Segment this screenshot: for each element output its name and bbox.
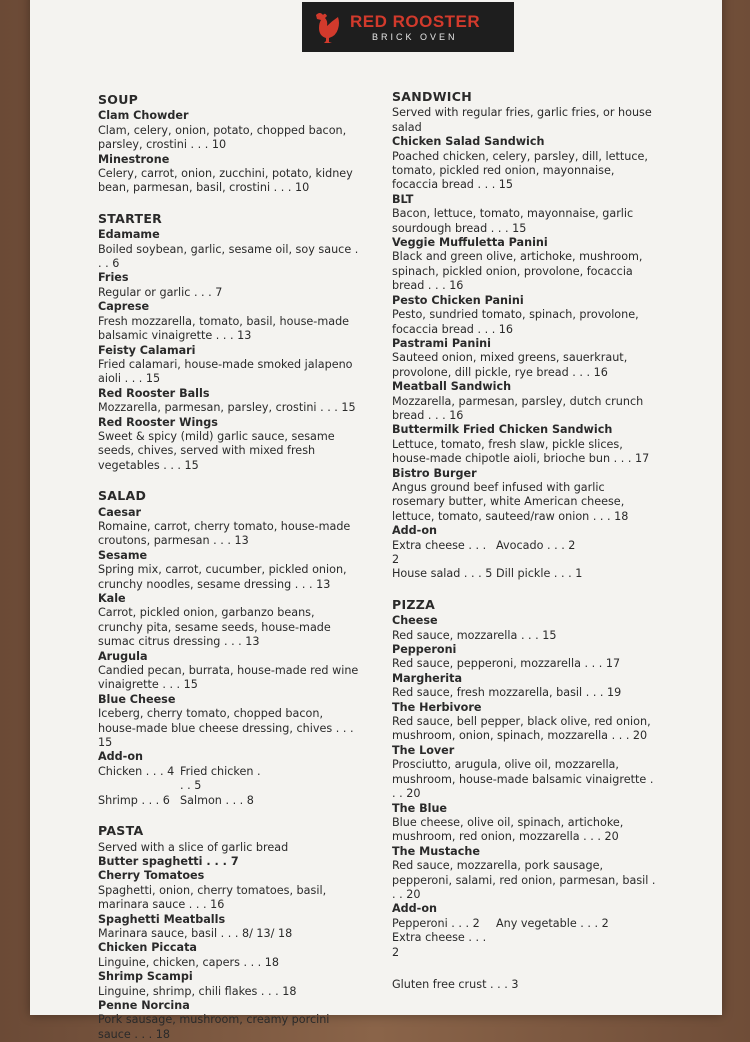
menu-item-name: Feisty Calamari bbox=[98, 343, 196, 357]
menu-item-desc: Romaine, carrot, cherry tomato, house-made croutons, parmesan . . . 13 bbox=[98, 519, 351, 548]
section-intro: Served with a slice of garlic bread bbox=[98, 840, 289, 854]
menu-item-desc: Clam, celery, onion, potato, chopped bacon, parsley, crostini . . . 10 bbox=[98, 123, 347, 152]
menu-item-desc: Linguine, chicken, capers . . . 18 bbox=[98, 955, 280, 969]
menu-item-name: Penne Norcina bbox=[98, 998, 190, 1012]
spacer bbox=[392, 960, 657, 978]
menu-item-name: Arugula bbox=[98, 649, 148, 663]
section-title: SALAD bbox=[98, 488, 147, 504]
menu-item-name: BLT bbox=[392, 192, 414, 206]
menu-item-name: The Lover bbox=[392, 743, 455, 757]
menu-item-name: Pastrami Panini bbox=[392, 336, 491, 350]
menu-item-name: Veggie Muffuletta Panini bbox=[392, 236, 548, 250]
addon-option: Any vegetable . . . 2 bbox=[496, 916, 609, 930]
menu-item-name: Cheese bbox=[392, 614, 438, 628]
brand-logo bbox=[302, 2, 514, 52]
menu-item-desc: Regular or garlic . . . 7 bbox=[98, 285, 223, 299]
menu-item-name: Clam Chowder bbox=[98, 109, 189, 123]
section-title: SANDWICH bbox=[392, 89, 472, 104]
menu-item-desc: Sweet & spicy (mild) garlic sauce, sesame seeds, chives, served with mixed fresh vegetables . . . 15 bbox=[98, 429, 335, 472]
menu-item-desc: Candied pecan, burrata, house-made red wine vinaigrette . . . 15 bbox=[98, 664, 359, 692]
menu-item-desc: Fried calamari, house-made smoked jalapeno aioli . . . 15 bbox=[98, 357, 353, 386]
menu-item-desc: Pork sausage, mushroom, creamy porcini sauce . . . 18 bbox=[98, 1013, 330, 1041]
menu-item-desc: Pesto, sundried tomato, spinach, provolone, focaccia bread . . . 16 bbox=[392, 308, 639, 336]
section-title: STARTER bbox=[98, 210, 163, 226]
addon-row bbox=[392, 917, 657, 931]
menu-item-name: Chicken Salad Sandwich bbox=[392, 135, 545, 149]
menu-item-desc: Linguine, shrimp, chili flakes . . . 18 bbox=[98, 984, 297, 998]
menu-item-desc: Red sauce, mozzarella . . . 15 bbox=[392, 628, 557, 642]
menu-item-name: Spaghetti Meatballs bbox=[98, 912, 226, 926]
section-title: SOUP bbox=[98, 92, 139, 107]
addon-option: Extra cheese . . . 2 bbox=[392, 931, 487, 959]
menu-item-desc: Angus ground beef infused with garlic rosemary butter, white American cheese, lettuce, tomato, sauteed/raw onion . . . 18 bbox=[392, 480, 629, 523]
section-title: PASTA bbox=[98, 823, 144, 839]
menu-item-desc: Red sauce, pepperoni, mozzarella . . . 17 bbox=[392, 657, 621, 671]
menu-item-name: Red Rooster Wings bbox=[98, 415, 218, 429]
rooster-icon bbox=[310, 9, 346, 45]
menu-item-name: Kale bbox=[98, 592, 126, 605]
brand-sub: BRICK OVEN bbox=[372, 31, 458, 42]
menu-item-name: Minestrone bbox=[98, 152, 170, 166]
section-title: PIZZA bbox=[392, 596, 436, 612]
menu-item-name: Cherry Tomatoes bbox=[98, 869, 205, 883]
menu-item-desc: Spaghetti, onion, cherry tomatoes, basil, marinara sauce . . . 16 bbox=[98, 883, 327, 912]
menu-item-desc: Red sauce, fresh mozzarella, basil . . . 19 bbox=[392, 686, 622, 700]
menu-item-desc: Celery, carrot, onion, zucchini, potato, kidney bean, parmesan, basil, crostini . . . 10 bbox=[98, 167, 353, 195]
addon-option: Pepperoni . . . 2 bbox=[392, 916, 480, 930]
menu-column-left bbox=[98, 93, 360, 1042]
menu-item-desc: Sauteed onion, mixed greens, sauerkraut, provolone, dill pickle, rye bread . . . 16 bbox=[392, 351, 628, 379]
menu-item-desc: Black and green olive, artichoke, mushroom, spinach, pickled onion, provolone, focaccia bread . . . 16 bbox=[392, 250, 643, 293]
menu-item-name: The Mustache bbox=[392, 844, 480, 858]
addon-row bbox=[392, 539, 657, 568]
menu-item-desc: Spring mix, carrot, cucumber, pickled onion, crunchy noodles, sesame dressing . . . 13 bbox=[98, 563, 347, 591]
addon-option bbox=[496, 931, 616, 960]
menu-item-name: Pesto Chicken Panini bbox=[392, 293, 524, 307]
addon-option: Shrimp . . . 6 bbox=[98, 793, 170, 807]
addon-option: Chicken . . . 4 bbox=[98, 764, 175, 778]
menu-item-desc: Fresh mozzarella, tomato, basil, house-made balsamic vinaigrette . . . 13 bbox=[98, 314, 350, 343]
menu-item-name: Butter spaghetti . . . 7 bbox=[98, 854, 239, 868]
menu-item-name: Fries bbox=[98, 271, 129, 285]
addon-row bbox=[392, 931, 657, 960]
menu-item-name: Sesame bbox=[98, 548, 148, 562]
menu-item-name: Caesar bbox=[98, 505, 142, 519]
addon-option: Extra cheese . . . 2 bbox=[392, 538, 487, 566]
menu-item-desc: Red sauce, bell pepper, black olive, red onion, mushroom, onion, spinach, mozzarella . . . 20 bbox=[392, 715, 651, 743]
menu-item-name: Meatball Sandwich bbox=[392, 380, 512, 394]
menu-item-desc: Mozzarella, parmesan, parsley, crostini . . . 15 bbox=[98, 401, 356, 415]
menu-item-name: Blue Cheese bbox=[98, 692, 176, 706]
menu-column-right bbox=[392, 90, 657, 992]
menu-item-desc: Boiled soybean, garlic, sesame oil, soy sauce . . . 6 bbox=[98, 242, 359, 271]
menu-item-desc: Carrot, pickled onion, garbanzo beans, crunchy pita, sesame seeds, house-made sumac citrus dressing . . . 13 bbox=[98, 606, 331, 649]
addon-label: Add-on bbox=[98, 750, 143, 764]
addon-option: Dill pickle . . . 1 bbox=[496, 567, 583, 581]
menu-item-name: Pepperoni bbox=[392, 643, 457, 657]
menu-item-desc: Prosciutto, arugula, olive oil, mozzarella, mushroom, house-made balsamic vinaigrette . . . 20 bbox=[392, 758, 654, 801]
menu-item-name: Buttermilk Fried Chicken Sandwich bbox=[392, 423, 613, 437]
menu-item-name: Margherita bbox=[392, 671, 463, 685]
addon-row bbox=[392, 567, 657, 581]
menu-item-name: The Blue bbox=[392, 801, 447, 815]
addon-row bbox=[98, 765, 360, 794]
menu-item-name: Edamame bbox=[98, 228, 160, 242]
menu-item-desc: Lettuce, tomato, fresh slaw, pickle slices, house-made chipotle aioli, brioche bun . . . 17 bbox=[392, 437, 650, 466]
addon-option: Salmon . . . 8 bbox=[180, 793, 254, 807]
menu-item-desc: Bacon, lettuce, tomato, mayonnaise, garlic sourdough bread . . . 15 bbox=[392, 207, 634, 235]
menu-item-desc: Iceberg, cherry tomato, chopped bacon, house-made blue cheese dressing, chives . . . 15 bbox=[98, 707, 354, 750]
addon-option: Fried chicken . . . 5 bbox=[180, 764, 261, 793]
menu-item-name: The Herbivore bbox=[392, 700, 482, 714]
addon-label: Add-on bbox=[392, 902, 437, 916]
menu-item-name: Caprese bbox=[98, 300, 150, 314]
menu-item-desc: Blue cheese, olive oil, spinach, artichoke, mushroom, red onion, mozzarella . . . 20 bbox=[392, 815, 624, 844]
addon-option: Avocado . . . 2 bbox=[496, 538, 576, 552]
menu-item-desc: Mozzarella, parmesan, parsley, dutch crunch bread . . . 16 bbox=[392, 394, 644, 422]
menu-item-desc: Poached chicken, celery, parsley, dill, lettuce, tomato, pickled red onion, mayonnaise, focaccia bread . . . 15 bbox=[392, 149, 648, 192]
gluten-free-note: Gluten free crust . . . 3 bbox=[392, 977, 519, 991]
menu-item-name: Shrimp Scampi bbox=[98, 970, 193, 984]
menu-item-desc: Red sauce, mozzarella, pork sausage, pepperoni, salami, red onion, parmesan, basil . . . 20 bbox=[392, 859, 656, 901]
addon-label: Add-on bbox=[392, 524, 437, 538]
addon-option: House salad . . . 5 bbox=[392, 567, 493, 581]
addon-row bbox=[98, 794, 360, 808]
menu-item-desc: Marinara sauce, basil . . . 8/ 13/ 18 bbox=[98, 926, 293, 940]
menu-item-name: Bistro Burger bbox=[392, 466, 477, 480]
section-intro: Served with regular fries, garlic fries, or house salad bbox=[392, 106, 652, 134]
menu-item-name: Chicken Piccata bbox=[98, 941, 197, 955]
brand-name: RED ROOSTER bbox=[350, 11, 481, 31]
menu-item-name: Red Rooster Balls bbox=[98, 386, 210, 400]
